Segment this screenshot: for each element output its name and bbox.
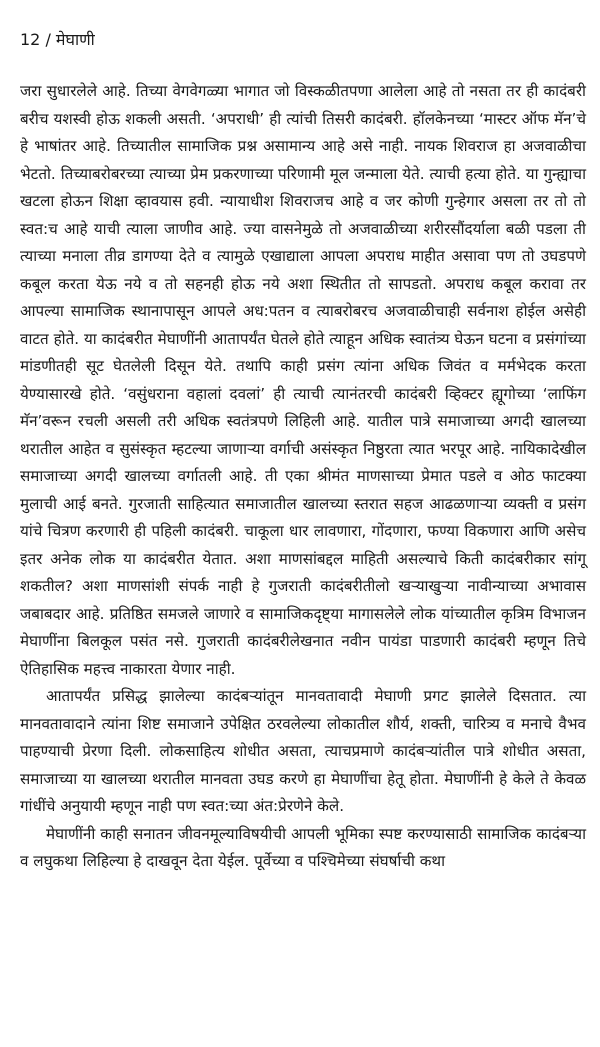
paragraph-1: जरा सुधारलेले आहे. तिच्या वेगवेगळ्या भागात जो विस्कळीतपणा आलेला आहे तो नसता तर ही कादंबरी बरीच यशस्वी होऊ शकली असती. ‘अपराधी’ ही त्यांची तिसरी कादंबरी. हॉलकेनच्या ‘मास्टर ऑफ मॅन’चे हे भाषांतर आहे. तिच्यातील सामाजिक प्रश्न असामान्य आहे असे नाही. नायक शिवराज हा अजवाळीचा भेटतो. तिच्याबरोबरच्या त्याच्या प्रेम प्रकरणाच्या परिणामी मूल जन्माला येते. त्याची हत्या होते. या गुन्ह्याचा खटला होऊन शिक्षा व्हावयास हवी. न्यायाधीश शिवराजच आहे व जर कोणी गुन्हेगार असला तर तो तो स्वत:च आहे याची त्याला जाणीव आहे. ज्या वासनेमुळे तो अजवाळीच्या शरीरसौंदर्याला बळी पडला ती त्याच्या मनाला तीव्र डागण्या देते व त्यामुळे एखाद्याला आपला अपराध माहीत असावा पण तो उघडपणे कबूल करता येऊ नये व तो सहनही होऊ नये अशा स्थितीत तो सापडतो. अपराध कबूल करावा तर आपल्या सामाजिक स्थानापासून आपले अध:पतन व त्याबरोबरच अजवाळीचाही सर्वनाश होईल असेही वाटत होते. या कादंबरीत मेघाणींनी आतापर्यंत घेतले होते त्याहून अधिक स्वातंत्र्य घेऊन घटना व प्रसंगांच्या मांडणीतही सूट घेतलेली दिसून येते. तथापि काही प्रसंग त्यांना अधिक जिवंत व मर्मभेदक करता येण्यासारखे होते. ‘वसुंधराना वहालां दवलां’ ही त्याची त्यानंतरची कादंबरी व्हिक्टर ह्यूगोच्या ‘लाफिंग मॅन’वरून रचली असली तरी अधिक स्वतंत्रपणे लिहिली आहे. यातील पात्रे समाजाच्या अगदी खालच्या थरातील आहेत व सुसंस्कृत म्हटल्या जाणाऱ्या वर्गाची असंस्कृत निष्ठुरता त्यात भरपूर आहे. नायिकादेखील समाजाच्या अगदी खालच्या वर्गातली आहे. ती एका श्रीमंत माणसाच्या प्रेमात पडले व ओठ फाटक्या मुलाची आई बनते. गुरजाती साहित्यात समाजातील खालच्या स्तरात सहज आढळणाऱ्या व्यक्ती व प्रसंग यांचे चित्रण करणारी ही पहिली कादंबरी. चाकूला धार लावणारा, गोंदणारा, फण्या विकणारा आणि असेच इतर अनेक लोक या कादंबरीत येतात. अशा माणसांबद्दल माहिती असल्याचे किती कादंबरीकार सांगू शकतील? अशा माणसांशी संपर्क नाही हे गुजराती कादंबरीतीलो खऱ्याखुऱ्या नावीन्याच्या अभावास जबाबदार आहे. प्रतिष्ठित समजले जाणारे व सामाजिकदृष्ट्या मागासलेले लोक यांच्यातील कृत्रिम विभाजन मेघाणींना बिलकूल पसंत नसे. गुजराती कादंबरीलेखनात नवीन पायंडा पाडणारी कादंबरी म्हणून तिचे ऐतिहासिक महत्त्व नाकारता येणार नाही. [20, 82, 586, 678]
paragraph-3: मेघाणींनी काही सनातन जीवनमूल्याविषयीची आपली भूमिका स्पष्ट करण्यासाठी सामाजिक कादंबऱ्या व लघुकथा लिहिल्या हे दाखवून देता येईल. पूर्वेच्या व पश्चिमेच्या संघर्षाची कथा [20, 824, 586, 870]
body-text [20, 78, 586, 876]
paragraph-2: आतापर्यंत प्रसिद्ध झालेल्या कादंबऱ्यांतून मानवतावादी मेघाणी प्रगट झालेले दिसतात. त्या मानवतावादाने त्यांना शिष्ट समाजाने उपेक्षित ठरवलेल्या लोकातील शौर्य, शक्ती, चारित्र्य व मनाचे वैभव पाहण्याची प्रेरणा दिली. लोकसाहित्य शोधीत असता, त्याचप्रमाणे कादंबऱ्यांतील पात्रे शोधीत असता, समाजाच्या या खालच्या थरातील मानवता उघड करणे हा मेघाणींचा हेतू होता. मेघाणींनी हे केले ते केवळ गांधींचे अनुयायी म्हणून नाही पण स्वत:च्या अंत:प्रेरणेने केले. [20, 687, 586, 815]
running-head: 12 / मेघाणी [20, 30, 95, 49]
